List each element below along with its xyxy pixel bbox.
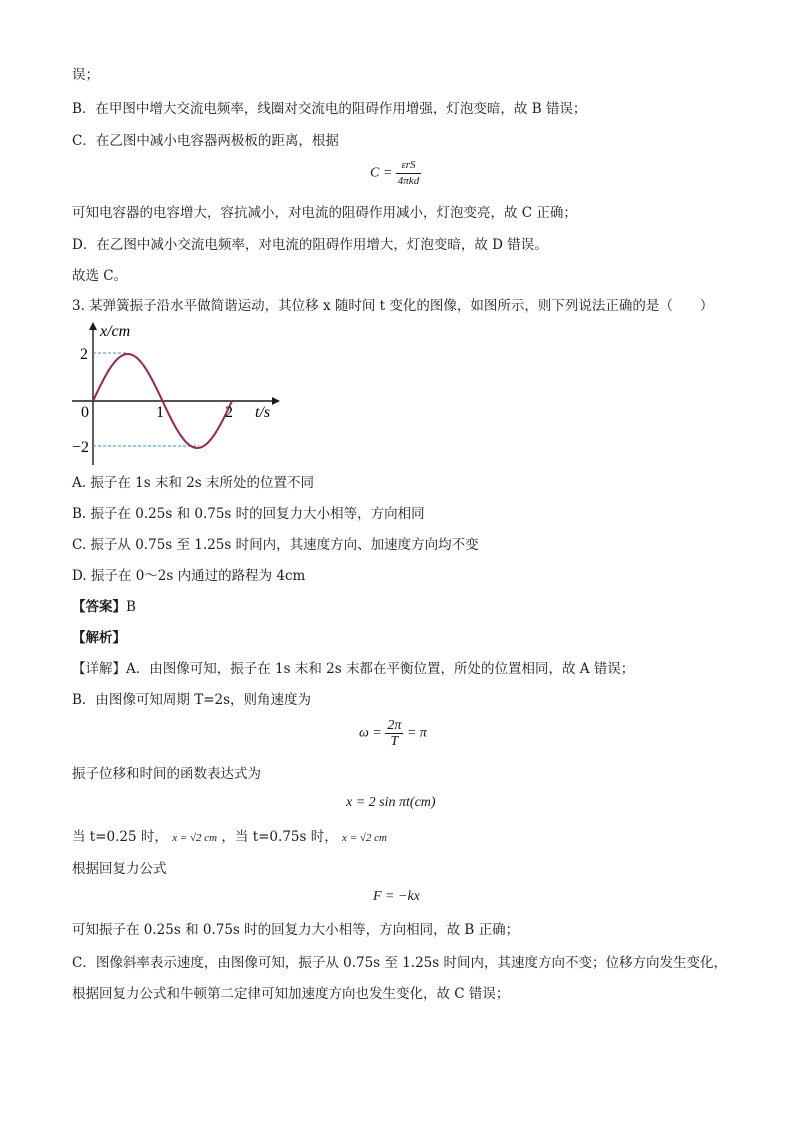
tick-x-2: 2 — [225, 404, 233, 421]
displacement-time-graph — [72, 320, 282, 465]
tick-x-1: 1 — [156, 404, 164, 421]
detail-line: 根据回复力公式和牛顿第二定律可知加速度方向也发生变化，故 C 错误； — [72, 986, 510, 1002]
tick-y-negative: −2 — [72, 439, 90, 456]
question-stem: 3. 某弹簧振子沿水平做简谐运动，其位移 x 随时间 t 变化的图像，如图所示，则下列说法正确的是（ ） — [72, 298, 714, 314]
option-b: B. 振子在 0.25s 和 0.75s 时的回复力大小相等，方向相同 — [72, 506, 425, 522]
formula-right: = π — [406, 725, 427, 741]
text-line: 误； — [72, 67, 99, 83]
option-a: A. 振子在 1s 末和 2s 末所处的位置不同 — [72, 475, 315, 491]
displacement-function: x = 2 sin πt(cm) — [346, 795, 436, 810]
formula-numerator: εrS — [396, 158, 421, 174]
origin-label: 0 — [81, 404, 89, 421]
detail-line: 【详解】A．由图像可知，振子在 1s 末和 2s 末都在平衡位置，所处的位置相同，故 A 错误； — [72, 661, 635, 677]
text-fragment: 当 t=0.25 时， — [72, 829, 168, 845]
detail-line: 振子位移和时间的函数表达式为 — [72, 766, 261, 782]
angular-velocity-formula — [359, 718, 427, 749]
text-line: 故选 C。 — [72, 268, 128, 284]
detail-line: 根据回复力公式 — [72, 861, 167, 877]
capacitance-formula — [370, 158, 421, 189]
x-axis-arrow — [89, 322, 97, 330]
formula-numerator: 2π — [387, 718, 402, 733]
answer-line — [72, 598, 136, 616]
t-axis-arrow — [272, 397, 280, 405]
inline-formula: x = √2 cm — [172, 832, 218, 844]
text-line: D．在乙图中减小交流电频率，对电流的阻碍作用增大，灯泡变暗，故 D 错误。 — [72, 237, 548, 253]
option-d: D. 振子在 0～2s 内通过的路程为 4cm — [72, 568, 306, 584]
detail-line: C．图像斜率表示速度，由图像可知，振子从 0.75s 至 1.25s 时间内，其速度方向不变；位移方向发生变化， — [72, 955, 727, 971]
y-axis-label: x/cm — [100, 323, 131, 340]
formula-denominator: 4πkd — [397, 175, 420, 187]
tick-y-positive: 2 — [80, 346, 88, 363]
formula-denominator: T — [390, 734, 399, 749]
text-line: C．在乙图中减小电容器两极板的距离，根据 — [72, 133, 339, 149]
text-fragment: ，当 t=0.75s 时， — [221, 829, 338, 845]
formula-left: C = — [370, 165, 393, 181]
detail-line: 可知振子在 0.25s 和 0.75s 时的回复力大小相等，方向相同，故 B 正确； — [72, 922, 520, 938]
x-axis-label: t/s — [255, 404, 271, 421]
restoring-force-formula: F = −kx — [373, 889, 420, 904]
detail-line — [72, 828, 387, 847]
analysis-heading: 【解析】 — [72, 630, 126, 646]
text-line: B．在甲图中增大交流电频率，线圈对交流电的阻碍作用增强，灯泡变暗，故 B 错误； — [72, 101, 587, 117]
option-c: C. 振子从 0.75s 至 1.25s 时间内，其速度方向、加速度方向均不变 — [72, 537, 479, 553]
inline-formula: x = √2 cm — [342, 832, 387, 844]
text-line: 可知电容器的电容增大，容抗减小，对电流的阻碍作用减小，灯泡变亮，故 C 正确； — [72, 205, 577, 221]
answer-label: 【答案】 — [72, 599, 126, 615]
formula-left: ω = — [359, 725, 382, 741]
detail-line: B．由图像可知周期 T=2s，则角速度为 — [72, 692, 312, 708]
answer-value: B — [126, 599, 136, 615]
